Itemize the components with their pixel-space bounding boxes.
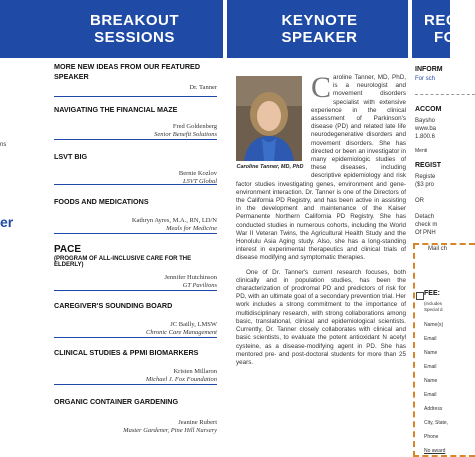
session-speaker: Jennifer Hutchinson [164,274,217,281]
session-org: Master Gardener, Pine Hill Nursery [123,427,217,434]
session-org: GT Pavilions [182,282,217,289]
session-title: CAREGIVER'S SOUNDING BOARD [54,301,173,310]
session-item [54,389,217,447]
info-heading: INFORM [415,66,443,73]
accommodations-heading: ACCOM [415,106,442,113]
form-field-label: Email [424,336,437,342]
fee-heading: FEE: [424,290,440,297]
session-item [54,189,217,234]
speaker-caption: Caroline Tanner, MD, PhD [236,164,304,170]
session-title: PACE [54,244,82,255]
hotel-name: Baysho [415,118,436,124]
bio-paragraph-full [236,71,406,367]
divider [415,94,475,95]
session-item [54,62,217,97]
session-speaker: Fred Goldenberg [172,123,217,130]
form-field-label: Phone [424,434,439,440]
session-title: FOODS AND MEDICATIONS [54,197,149,206]
keynote-speaker-panel [231,58,408,450]
session-item [54,238,217,291]
bio-text-1: aroline Tanner, MD, PhD, is a neurologist and movement disorders specialist with extensive experience in the clinical assessment of Parkinson's disease (PD) and related late life neurodegenerative disorders and movement disorders. She has directed or been an investigator in many epidemiologic studies of these diseases, including descriptive epidemiology and risk factor studies investigating genes, environment and gene-environment interaction. Dr. Tanner is one of the Directors of the California PD Registry, and has been active in assisting in the development and maintenance of the Kaiser Permanente Northern California PD Registry. She has conducted studies in numerous cohorts, including the World War II Veteran Twins, the Agricultural Health Study and the Honolulu Asia Aging study. Also, she has a long-standing interest in experimental therapeutics and clinical trials of disease modifying and symptomatic therapies. [236,74,406,262]
form-field-label: Email [424,392,437,398]
session-speaker: Dr. Tanner [189,84,217,91]
pnh-text: Of PNH [415,230,436,236]
fee-checkbox[interactable] [416,292,424,300]
session-org: Chronic Care Management [145,329,217,336]
form-field-label: No award [424,448,446,454]
session-speaker: Kathryn Ayres, M.A., RN, LD/N [131,217,217,224]
hotel-website: www.ba [415,126,437,132]
or-text: OR [415,198,424,204]
fee-include-text: (includes [424,301,443,306]
session-org: LSVT Global [182,178,217,185]
detach-text: Detach [415,214,435,220]
keynote-heading-line1: KEYNOTE [281,12,358,29]
form-field-label: Address [424,406,443,412]
mention-text: Menti [415,148,428,154]
form-field-label: Name [424,350,438,356]
breakout-sessions-panel [46,58,223,450]
form-field-label: Email [424,364,437,370]
form-field-label: Name [424,378,438,384]
session-speaker: Bernie Kozlov [178,170,217,177]
registration-heading-line2: FO [434,29,456,46]
session-org: Michael J. Fox Foundation [145,376,217,383]
register-text: Registe [415,174,436,180]
photo-spacer [236,74,311,174]
session-title: MORE NEW IDEAS FROM OUR FEATURED SPEAKER [54,62,201,81]
breakout-heading-line2: SESSIONS [94,29,175,46]
session-speaker: Jeanine Rubert [178,419,217,426]
schedule-link[interactable]: For sch [415,76,436,82]
session-speaker: Kristen Millaron [173,368,217,375]
header-breakout-sessions [42,0,227,58]
session-item [54,295,217,338]
mail-check-text: Mail ch [428,246,448,252]
fee-special-text: Special d [424,307,443,312]
session-item [54,144,217,185]
hotel-phone: 1.800.6 [415,134,436,140]
session-speaker: JC Bailly, LMSW [170,321,217,328]
session-title: LSVT BIG [54,152,88,161]
session-title: NAVIGATING THE FINANCIAL MAZE [54,105,178,114]
register-heading: REGIST [415,162,442,169]
price-text: ($3 pro [415,182,435,188]
registration-partial-panel [412,58,450,454]
left-fragment-text: ns [0,142,7,148]
session-title: ORGANIC CONTAINER GARDENING [54,397,179,406]
header-band-left-partial [0,0,42,58]
keynote-heading-line2: SPEAKER [281,29,358,46]
session-subtitle: (PROGRAM OF ALL-INCLUSIVE CARE FOR THE ELDERLY) [54,256,192,268]
session-item [54,342,217,385]
registration-heading-line1: REGIS [424,12,474,29]
bio-text-2: One of Dr. Tanner's current research focuses, both clinically and in population studies, has been the characterization of prodromal PD and predictors of risk for PD, with an ultimate goal of a secondary prevention trial. Her work includes a strong commitment to the importance of multidisciplinary research, with strong collaborations among basic, translational, clinical and epidemiological scientists. Currently, Dr. Tanner closely collaborates with clinical and basic scientists, to evaluate the potent antioxidant N acetyl cysteine, as a disease-modifying agent in PD. She has mentored pre- and post-doctoral students for more than 25 years. [236,268,406,366]
session-item [54,101,217,140]
left-partial-panel [0,58,42,450]
form-field-label: City, State, [424,420,449,426]
session-org: Senior Benefit Solutions [154,131,217,138]
header-registration [412,0,474,58]
session-title: CLINICAL STUDIES & PPMI BIOMARKERS [54,348,199,357]
drop-cap: C [311,71,332,104]
breakout-heading-line1: BREAKOUT [90,12,179,29]
check-text: check m [415,222,438,228]
form-field-label: Name(s) [424,322,444,328]
header-keynote-speaker [227,0,412,58]
left-fragment-heading: er [0,214,14,230]
session-org: Meals for Medicine [166,225,217,232]
